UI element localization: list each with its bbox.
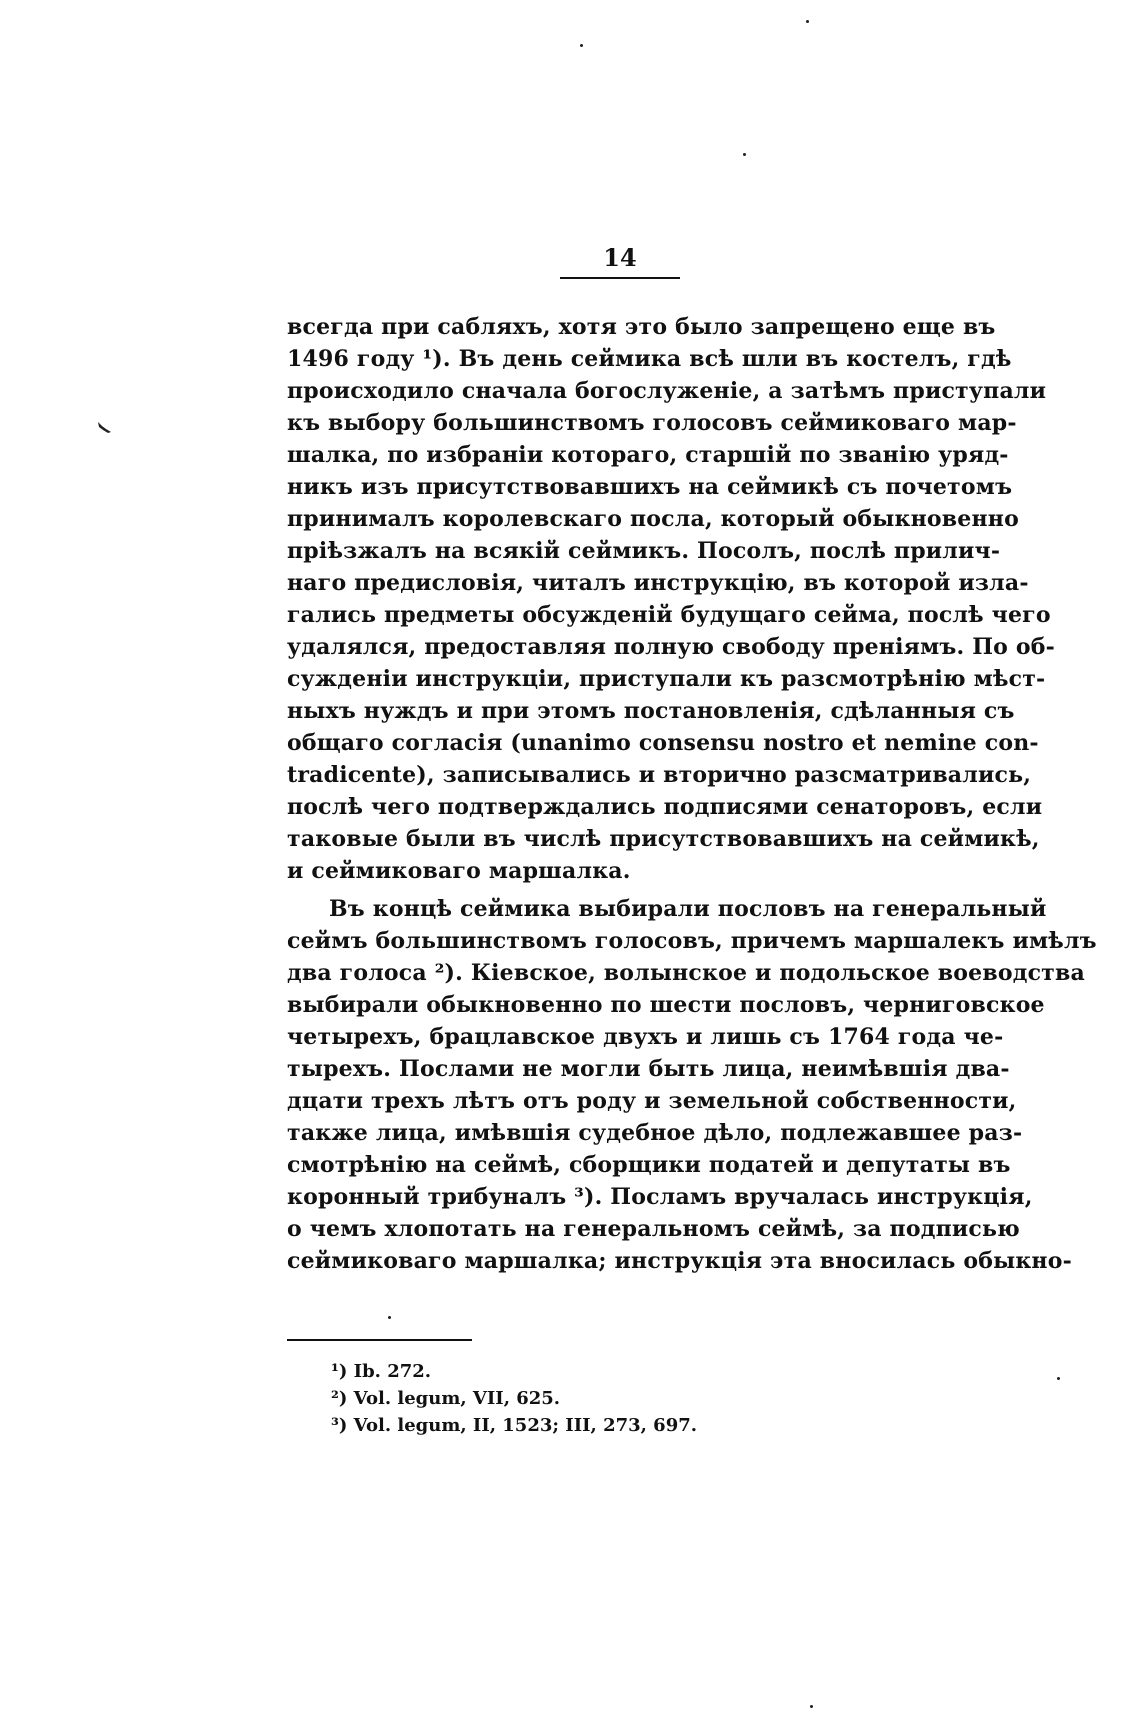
footnotes (331, 1358, 831, 1439)
body-line: дцати трехъ лѣтъ отъ роду и земельной собственности, (287, 1088, 1017, 1114)
dust-speck (580, 44, 583, 47)
body-line: коронный трибуналъ ³). Посламъ вручалась инструкція, (287, 1184, 1033, 1210)
body-line: также лица, имѣвшія судебное дѣло, подлежавшее раз- (287, 1120, 1023, 1146)
body-text (287, 311, 1097, 1277)
body-line: никъ изъ присутствовавшихъ на сеймикѣ съ почетомъ (287, 474, 1013, 500)
dust-speck (1057, 1377, 1060, 1380)
body-line: наго предисловія, читалъ инструкцію, въ которой изла- (287, 570, 1029, 596)
body-line: принималъ королевскаго посла, который обыкновенно (287, 506, 1019, 532)
body-line: два голоса ²). Кіевское, волынское и подольское воеводства (287, 960, 1085, 986)
footnote: ³) Vol. legum, II, 1523; III, 273, 697. (331, 1415, 698, 1436)
body-line: выбирали обыкновенно по шести пословъ, черниговское (287, 992, 1045, 1018)
body-line: смотрѣнію на сеймѣ, сборщики податей и депутаты въ (287, 1152, 1011, 1178)
footnote: ²) Vol. legum, VII, 625. (331, 1388, 561, 1409)
body-line: сеймиковаго маршалка; инструкція эта вносилась обыкно- (287, 1248, 1072, 1274)
body-line: о чемъ хлопотать на генеральномъ сеймѣ, за подписью (287, 1216, 1020, 1242)
dust-speck (388, 1316, 391, 1319)
body-line: шалка, по избраніи котораго, старшій по званію уряд- (287, 442, 1009, 468)
body-line: ныхъ нуждъ и при этомъ постановленія, сдѣланныя съ (287, 698, 1015, 724)
footnote-divider (287, 1339, 472, 1341)
page-number: 14 (560, 243, 680, 279)
dust-speck (806, 20, 809, 23)
body-line: сеймъ большинствомъ голосовъ, причемъ маршалекъ имѣлъ (287, 928, 1097, 954)
body-line: всегда при сабляхъ, хотя это было запрещено еще въ (287, 314, 996, 340)
body-line: четырехъ, брацлавское двухъ и лишь съ 1764 года че- (287, 1024, 1004, 1050)
body-line: сужденіи инструкціи, приступали къ разсмотрѣнію мѣст- (287, 666, 1046, 692)
body-line: послѣ чего подтверждались подписями сенаторовъ, если (287, 794, 1043, 820)
body-line: происходило сначала богослуженіе, а затѣмъ приступали (287, 378, 1047, 404)
body-line: таковые были въ числѣ присутствовавшихъ на сеймикѣ, (287, 826, 1040, 852)
ink-blot-mark (97, 420, 113, 434)
body-line: тырехъ. Послами не могли быть лица, неимѣвшія два- (287, 1056, 1010, 1082)
body-line: Въ концѣ сеймика выбирали пословъ на генеральный (329, 896, 1047, 922)
body-line: пріѣзжалъ на всякій сеймикъ. Посолъ, послѣ прилич- (287, 538, 1001, 564)
body-line: къ выбору большинствомъ голосовъ сеймиковаго мар- (287, 410, 1017, 436)
body-line: и сеймиковаго маршалка. (287, 858, 631, 884)
body-line: удалялся, предоставляя полную свободу преніямъ. По об- (287, 634, 1055, 660)
body-line: гались предметы обсужденій будущаго сейма, послѣ чего (287, 602, 1051, 628)
body-line: общаго согласія (unanimo consensu nostro et nemine con- (287, 730, 1039, 756)
body-line: tradicente), записывались и вторично разсматривались, (287, 762, 1032, 788)
body-line: 1496 году ¹). Въ день сеймика всѣ шли въ костелъ, гдѣ (287, 346, 1012, 372)
dust-speck (743, 153, 746, 156)
dust-speck (810, 1705, 813, 1708)
footnote: ¹) Ib. 272. (331, 1361, 432, 1382)
